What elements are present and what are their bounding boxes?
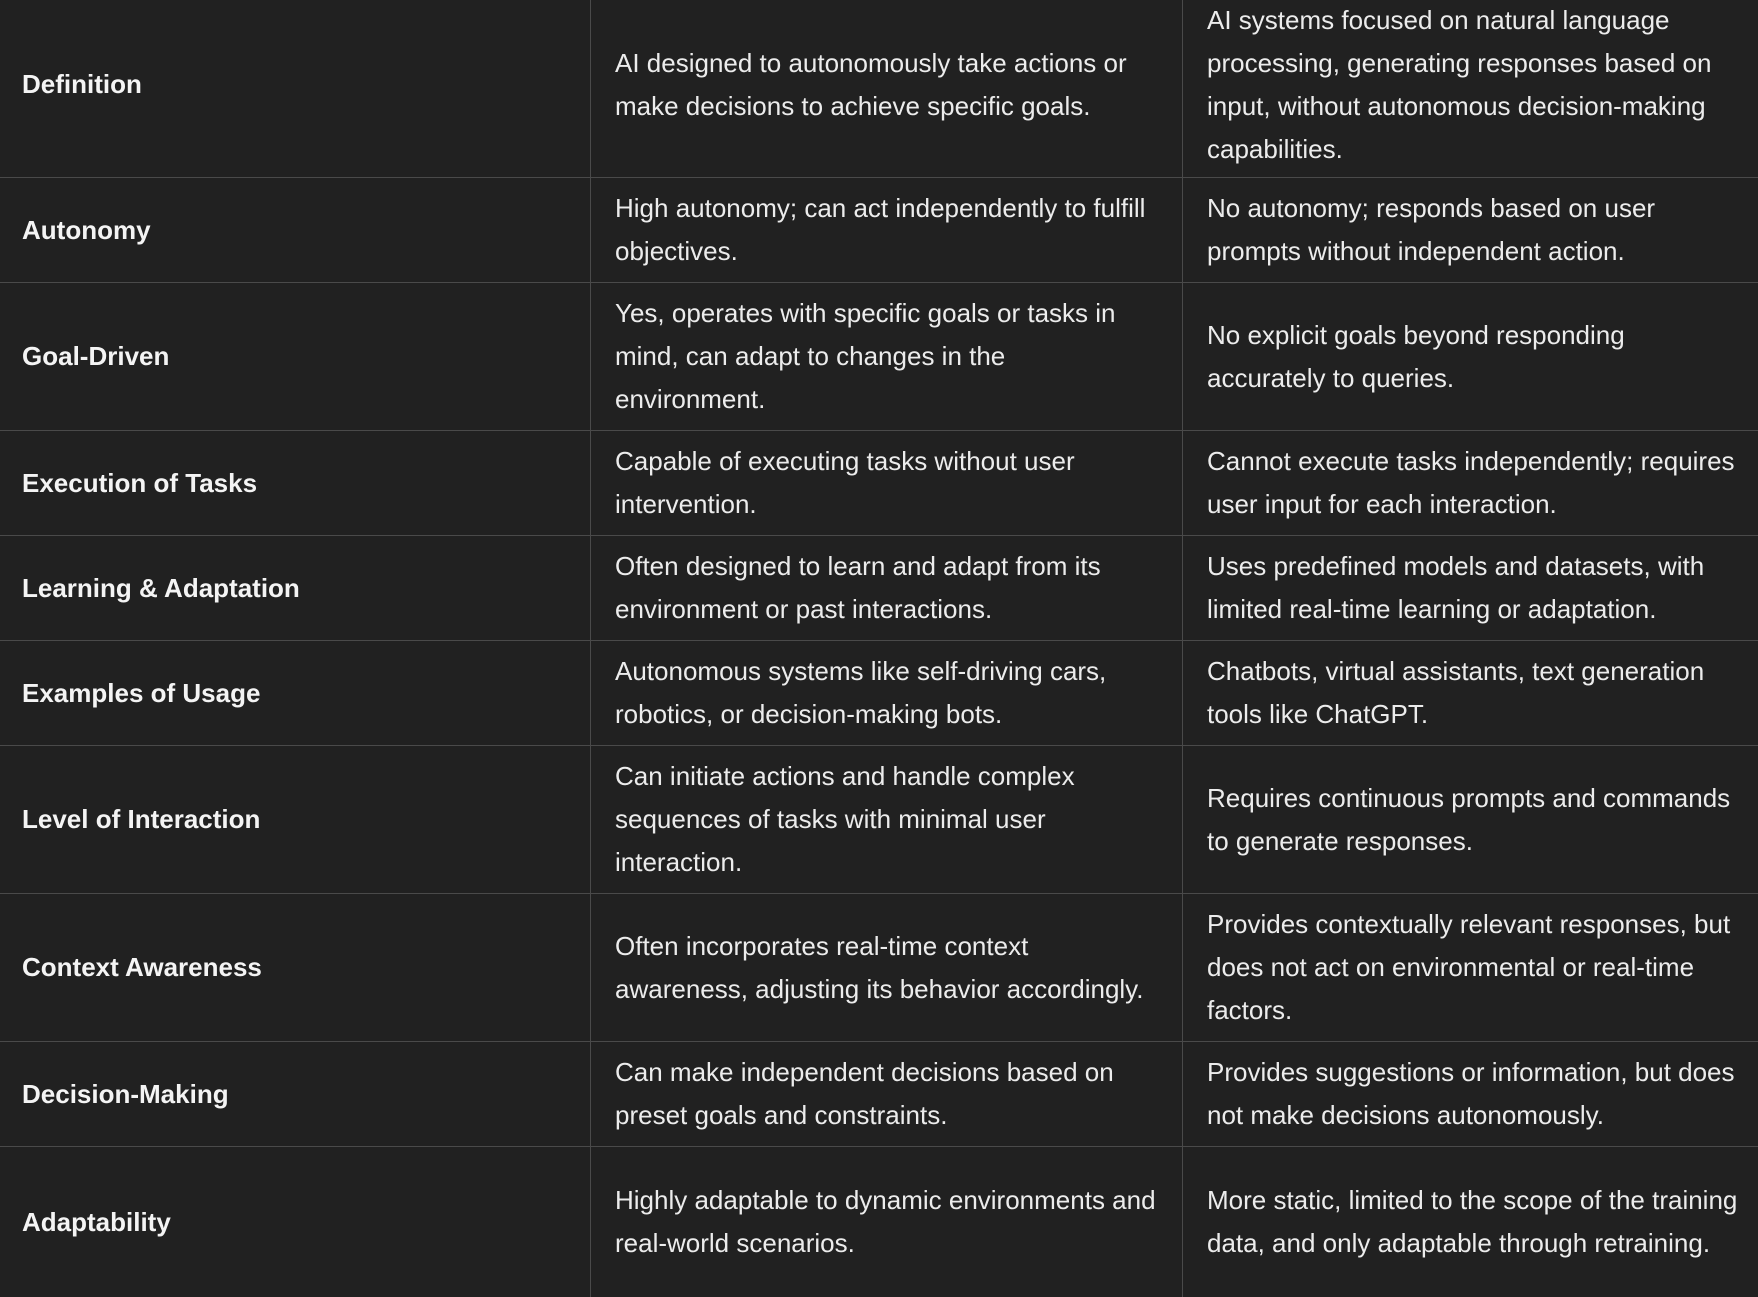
table-row [0,894,1758,1042]
feature-cell: Level of Interaction [22,804,261,834]
generative-ai-cell: Requires continuous prompts and commands to generate responses. [1182,746,1758,893]
feature-cell: Decision-Making [22,1078,229,1109]
feature-cell: Learning & Adaptation [22,572,300,603]
table-row [0,1147,1758,1297]
agentic-ai-cell: AI designed to autonomously take actions or make decisions to achieve specific goals. [590,0,1182,177]
feature-cell: Examples of Usage [22,677,261,708]
generative-ai-cell: Provides contextually relevant responses, but does not act on environmental or real-time factors. [1182,894,1758,1041]
generative-ai-cell: Uses predefined models and datasets, with limited real-time learning or adaptation. [1182,536,1758,640]
generative-ai-cell: More static, limited to the scope of the training data, and only adaptable through retraining. [1182,1147,1758,1297]
feature-cell: Execution of Tasks [22,467,258,498]
table-row [0,431,1758,536]
agentic-ai-cell: Highly adaptable to dynamic environments and real-world scenarios. [590,1147,1182,1297]
agentic-ai-cell: Autonomous systems like self-driving cars, robotics, or decision-making bots. [590,641,1182,745]
generative-ai-cell: No autonomy; responds based on user prompts without independent action. [1182,178,1758,282]
agentic-ai-cell: High autonomy; can act independently to fulfill objectives. [590,178,1182,282]
generative-ai-cell: Cannot execute tasks independently; requires user input for each interaction. [1182,431,1758,535]
agentic-ai-cell: Often designed to learn and adapt from its environment or past interactions. [590,536,1182,640]
table-row [0,178,1758,283]
generative-ai-cell: AI systems focused on natural language processing, generating responses based on input, without autonomous decision-making capabilities. [1182,0,1758,177]
table-row [0,746,1758,894]
table-row [0,1042,1758,1147]
feature-cell: Definition [22,69,142,99]
generative-ai-cell: Provides suggestions or information, but does not make decisions autonomously. [1182,1042,1758,1146]
feature-cell: Autonomy [22,214,151,245]
generative-ai-cell: Chatbots, virtual assistants, text generation tools like ChatGPT. [1182,641,1758,745]
table-row [0,641,1758,746]
table-row [0,536,1758,641]
feature-cell: Context Awareness [22,952,262,982]
table-row [0,283,1758,431]
table-row [0,0,1758,178]
agentic-ai-cell: Can initiate actions and handle complex sequences of tasks with minimal user interaction. [590,746,1182,893]
feature-cell: Goal-Driven [22,341,170,371]
agentic-ai-cell: Yes, operates with specific goals or tasks in mind, can adapt to changes in the environment. [590,283,1182,430]
agentic-ai-cell: Often incorporates real-time context awareness, adjusting its behavior accordingly. [590,894,1182,1041]
agentic-ai-cell: Can make independent decisions based on preset goals and constraints. [590,1042,1182,1146]
feature-cell: Adaptability [22,1206,171,1237]
generative-ai-cell: No explicit goals beyond responding accurately to queries. [1182,283,1758,430]
agentic-ai-cell: Capable of executing tasks without user intervention. [590,431,1182,535]
